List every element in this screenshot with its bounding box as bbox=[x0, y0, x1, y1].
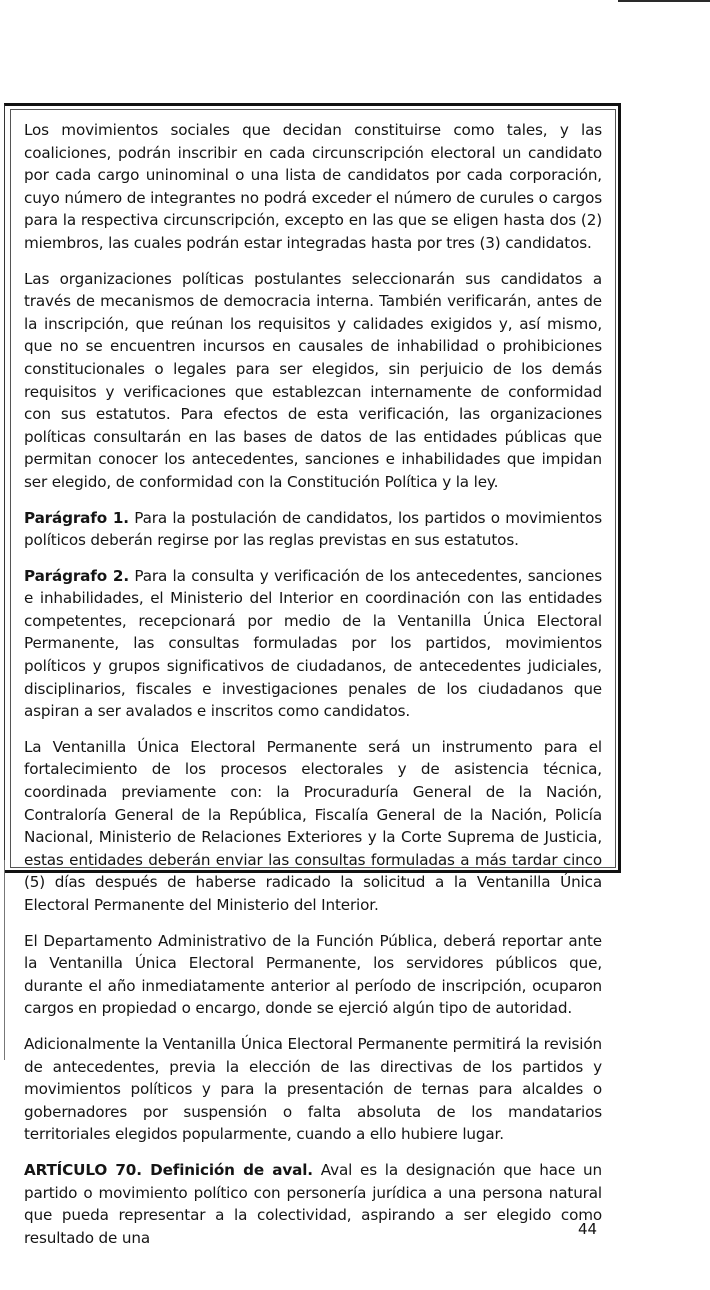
paragraph-text: Las organizaciones políticas postulantes seleccionarán sus candidatos a través de mecanismos de democracia interna. También verificarán, antes de la inscripción, que reúnan los requisitos y calidades exigidos y, así mismo, que no se encuentren incursos en causales de inhabilidad o prohibiciones constitucionales o legales para ser elegidos, sin perjuicio de los demás requisitos y verificaciones que establezcan internamente de conformidad con sus estatutos. Para efectos de esta verificación, las organizaciones políticas consultarán en las bases de datos de las entidades públicas que permitan conocer los antecedentes, sanciones e inhabilidades que impidan ser elegido, de conformidad con la Constitución Política y la ley. bbox=[24, 269, 602, 491]
paragraph-text: Adicionalmente la Ventanilla Única Electoral Permanente permitirá la revisión de antecedentes, previa la elección de las directivas de los partidos y movimientos políticos y para la presentación de ternas para alcaldes o gobernadores por suspensión o falta absoluta de los mandatarios territoriales elegidos popularmente, cuando a ello hubiere lugar. bbox=[24, 1034, 602, 1144]
paragraph bbox=[24, 507, 602, 552]
paragraph bbox=[24, 736, 602, 917]
paragraph bbox=[24, 119, 602, 255]
paragraph-text: La Ventanilla Única Electoral Permanente será un instrumento para el fortalecimiento de los procesos electorales y de asistencia técnica, coordinada previamente con: la Procuraduría General de la Nación, Contraloría General de la República, Fiscalía General de la Nación, Policía Nacional, Ministerio de Relaciones Exteriores y la Corte Suprema de Justicia, estas entidades deberán enviar las consultas formuladas a más tardar cinco (5) días después de haberse radicado la solicitud a la Ventanilla Única Electoral Permanente del Ministerio del Interior. bbox=[24, 737, 602, 914]
top-edge-rule bbox=[618, 0, 710, 2]
paragraph-text: Los movimientos sociales que decidan constituirse como tales, y las coaliciones, podrán inscribir en cada circunscripción electoral un candidato por cada cargo uninominal o una lista de candidatos por cada corporación, cuyo número de integrantes no podrá exceder el número de curules o cargos para la respectiva circunscripción, excepto en las que se eligen hasta dos (2) miembros, las cuales podrán estar integradas hasta por tres (3) candidatos. bbox=[24, 121, 602, 252]
paragraph-text: Para la postulación de candidatos, los partidos o movimientos políticos deberán regirse por las reglas previstas en sus estatutos. bbox=[24, 508, 602, 550]
paragraph-text: Para la consulta y verificación de los antecedentes, sanciones e inhabilidades, el Ministerio del Interior en coordinación con las entidades competentes, recepcionará por medio de la Ventanilla Única Electoral Permanente, las consultas formuladas por los partidos, movimientos políticos y grupos significativos de ciudadanos, de antecedentes judiciales, disciplinarios, fiscales e investigaciones penales de los ciudadanos que aspiran a ser avalados e inscritos como candidatos. bbox=[24, 566, 602, 721]
page-number: 44 bbox=[578, 1220, 598, 1238]
paragraph-heading: Parágrafo 1. bbox=[24, 508, 129, 527]
scan-edge-mark bbox=[4, 860, 5, 1060]
paragraph bbox=[24, 930, 602, 1020]
paragraph bbox=[24, 565, 602, 723]
paragraph-text: Aval es la designación que hace un partido o movimiento político con personería jurídica a una persona natural que pueda representar a la colectividad, aspirando a ser elegido como resultado de una bbox=[24, 1160, 603, 1247]
paragraph bbox=[24, 1033, 602, 1146]
article-heading: ARTÍCULO 70. Definición de aval. bbox=[24, 1160, 313, 1179]
paragraph-heading: Parágrafo 2. bbox=[24, 566, 129, 585]
paragraph bbox=[24, 268, 602, 494]
paragraph-text: El Departamento Administrativo de la Función Pública, deberá reportar ante la Ventanilla Única Electoral Permanente, los servidores públicos que, durante el año inmediatamente anterior al período de inscripción, ocuparon cargos en propiedad o encargo, donde se ejerció algún tipo de autoridad. bbox=[24, 931, 602, 1018]
